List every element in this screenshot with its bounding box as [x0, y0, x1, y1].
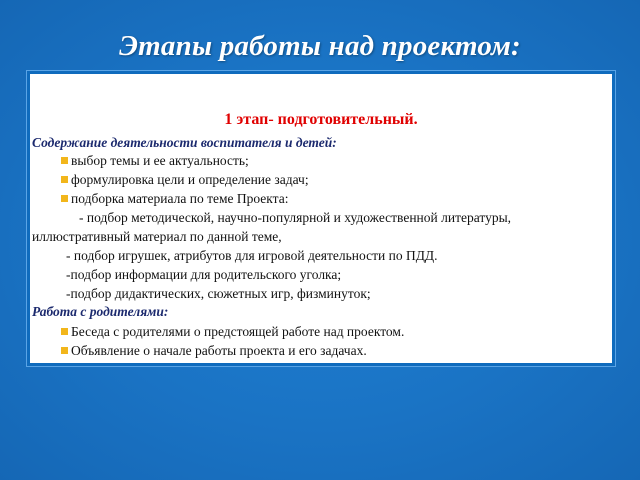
- sub-item-literature: - подбор методической, научно-популярной и художественной литературы,: [79, 210, 512, 225]
- square-bullet-icon: [61, 347, 68, 354]
- square-bullet-icon: [61, 328, 68, 335]
- slide-title: Этапы работы над проектом:: [119, 30, 521, 62]
- square-bullet-icon: [61, 157, 68, 164]
- sub-item-literature-cont: иллюстративный материал по данной теме,: [32, 229, 282, 244]
- sub-item-toys: - подбор игрушек, атрибутов для игровой деятельности по ПДД.: [66, 248, 438, 263]
- sub-item-games: -подбор дидактических, сюжетных игр, физминуток;: [66, 286, 371, 301]
- square-bullet-icon: [61, 176, 68, 183]
- list-item: Объявление о начале работы проекта и его задачах.: [61, 343, 367, 359]
- list-item: формулировка цели и определение задач;: [61, 172, 309, 188]
- content-box: [27, 71, 615, 366]
- list-item: Беседа с родителями о предстоящей работе над проектом.: [61, 324, 404, 340]
- stage-heading: 1 этап- подготовительный.: [224, 111, 418, 128]
- list-item: выбор темы и ее актуальность;: [61, 153, 249, 169]
- section-title-parents: Работа с родителями:: [32, 304, 169, 319]
- square-bullet-icon: [61, 195, 68, 202]
- list-item: подборка материала по теме Проекта:: [61, 191, 288, 207]
- section-title-activities: Содержание деятельности воспитателя и детей:: [32, 135, 337, 150]
- sub-item-parents-corner: -подбор информации для родительского уголка;: [66, 267, 342, 282]
